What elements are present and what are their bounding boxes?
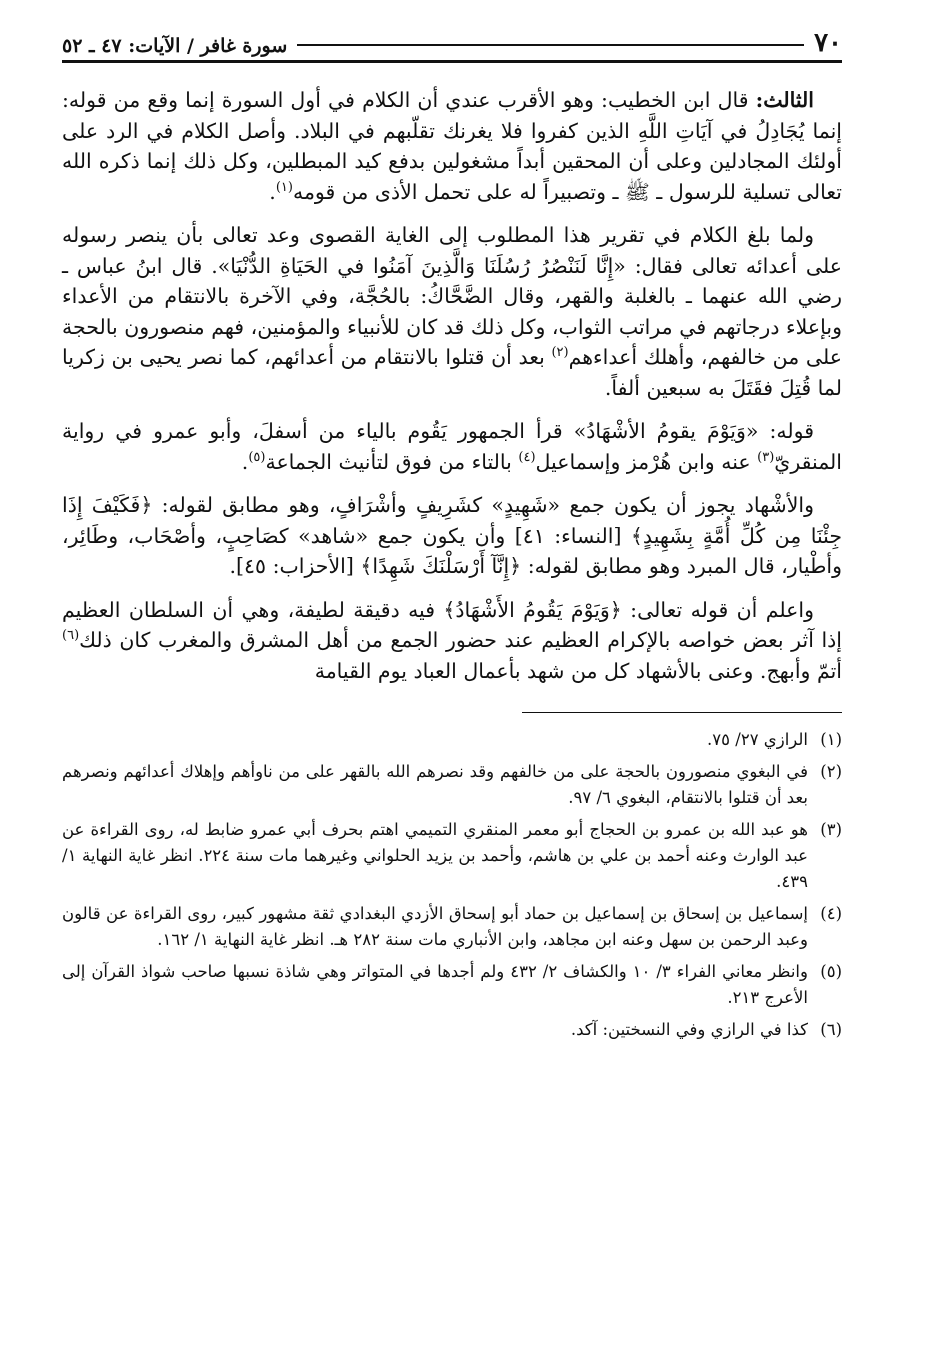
footnote-item (62, 959, 842, 1011)
paragraph-text: قوله: «وَيَوْمَ يقومُ الأشْهَادُ» قرأ الجمهور يَقُوم بالياء من أسفلَ، وأبو عمرو في رواية المنقريّ (62, 419, 842, 474)
paragraph-3 (62, 416, 842, 477)
footnote-number: (٣) (820, 820, 842, 839)
footnote-number: (٤) (820, 904, 842, 923)
footnote-text: الرازي ٢٧/ ٧٥. (707, 730, 808, 749)
paragraph-text: عنه وابن هُرْمز وإسماعيل (535, 449, 758, 474)
footnote-marker: (٥) (248, 449, 266, 465)
paragraph-text: . (241, 449, 249, 474)
paragraph-text: واعلم أن قوله تعالى: ﴿وَيَوْمَ يَقُومُ الأَشْهَادُ﴾ فيه دقيقة لطيفة، وهي أن السلطان العظيم إذا آثر بعض خواصه بالإكرام العظيم عند حضور الجمع من أهل المشرق والمغرب كان ذلك (62, 597, 842, 652)
paragraph-text: ولما بلغ الكلام في تقرير هذا المطلوب إلى الغاية القصوى وعد تعالى بأن ينصر رسوله على أعدائه تعالى فقال: «إِنَّا لَنَنْصُرُ رُسُلَنَا وَالَّذِينَ آمَنُوا في الحَيَاةِ الدُّنْيَا». قال ابنُ عباس ـ رضي الله عنهما ـ بالغلبة والقهر، وقال الضَّحَّاكُ: بالحُجَّة، وفي الآخرة بالانتقام من الأعداء وبإعلاء درجاتهم في مراتب الثواب، وكل ذلك قد كان للأنبياء والمؤمنين، فهم منصورون بالحجة على من خالفهم، وأهلك أعداءهم (62, 223, 843, 369)
footnote-text: في البغوي منصورون بالحجة على من خالفهم وقد نصرهم الله بالقهر على من ناوأهم وإهلاك أعدائهم ونصرهم بعد أن قتلوا بالانتقام، البغوي ٦/ ٩٧. (62, 762, 808, 807)
footnote-number: (١) (820, 730, 842, 749)
footnote-item (62, 727, 842, 753)
footnote-marker: (٦) (62, 628, 80, 644)
paragraph-1 (62, 85, 842, 207)
footnote-item (62, 817, 842, 895)
footnote-text: وانظر معاني الفراء ٣/ ١٠ والكشاف ٢/ ٤٣٢ ولم أجدها في المتواتر وهي شاذة نسبها صاحب شواذ القرآن إلى الأعرج ٢١٣. (62, 962, 808, 1007)
paragraph-text: أتمّ وأبهج. وعنى بالأشهاد كل من شهد بأعمال العباد يوم القيامة (314, 658, 842, 683)
running-title: سورة غافر / الآيات: ٤٧ ـ ٥٢ (62, 35, 288, 57)
paragraph-text: بالتاء من فوق لتأنيث الجماعة (265, 449, 519, 474)
footnote-marker: (٢) (551, 345, 569, 361)
page-number: ٧٠ (814, 28, 842, 58)
paragraph-text: . (269, 179, 276, 204)
footnote-marker: (٣) (757, 449, 775, 465)
paragraph-text: قال ابن الخطيب: وهو الأقرب عندي أن الكلام في أول السورة إنما وقع من قوله: إنما يُجَادِلُ في آيَاتِ اللَّهِ الذين كفروا فلا يغرنك تقلّبهم في البلاد. وأصل الكلام في الرد على أولئك المجادلين وعلى أن المحقين أبداً مشغولين بدفع كيد المبطلين، وكل ذلك إنما ذكره الله تعالى تسلية للرسول ـ ﷺ ـ وتصبيراً له على تحمل الأذى من قومه (62, 88, 842, 204)
footnote-text: إسماعيل بن إسحاق بن إسماعيل بن حماد أبو إسحاق الأزدي البغدادي ثقة مشهور كبير، روى القراءة عن قالون وعبد الرحمن بن سهل وعنه ابن مجاهد، وابن الأنباري مات سنة ٢٨٢ هـ. انظر غاية النهاية ١/ ١٦٢. (62, 904, 808, 949)
footnote-number: (٦) (820, 1020, 842, 1039)
footnote-item (62, 1017, 842, 1043)
paragraph-text: والأشْهاد يجوز أن يكون جمع «شَهِيدٍ» كشَرِيفٍ وأشْرَافٍ، وهو مطابق لقوله: ﴿فَكَيْفَ إِذَا جِئْنَا مِن كُلِّ أُمَّةٍ بِشَهِيدٍ﴾ [النساء: ٤١] وأن يكون جمع «شاهد» كصَاحِبٍ، وأصْحَاب، وطَائِر، وأطْيار، قال المبرد وهو مطابق لقوله: ﴿إِنَّآ أَرْسَلْنَكَ شَهِدًا﴾ [الأحزاب: ٤٥]. (62, 493, 842, 578)
page-header (62, 20, 842, 63)
footnote-item (62, 759, 842, 811)
paragraph-5 (62, 595, 842, 687)
footnote-marker: (١) (275, 179, 293, 195)
footnote-text: هو عبد الله بن عمرو بن الحجاج أبو معمر المنقري التميمي اهتم بحرف أبي عمرو ضابط له، روى القراءة عن عبد الوارث وعنه أحمد بن علي بن هاشم، وأحمد بن يزيد الحلواني وغيرهما مات سنة ٢٢٤. انظر غاية النهاية ١/ ٤٣٩. (62, 820, 808, 891)
footnotes (62, 727, 842, 1043)
main-text (62, 85, 842, 686)
book-page (62, 20, 842, 1049)
header-rule (297, 44, 804, 46)
paragraph-lead: الثالث: (755, 88, 814, 112)
footnote-text: كذا في الرازي وفي النسختين: آكد. (570, 1020, 808, 1039)
footnote-number: (٢) (820, 762, 842, 781)
footnote-marker: (٤) (518, 449, 536, 465)
paragraph-2 (62, 220, 842, 403)
paragraph-4 (62, 490, 842, 582)
footnote-number: (٥) (820, 962, 842, 981)
footnote-divider (522, 712, 842, 713)
paragraph-text: بعد أن قتلوا بالانتقام من أعدائهم، كما نصر يحيى بن زكريا لما قُتِلَ فقَتَلَ به سبعين ألفاً. (62, 345, 842, 400)
footnote-item (62, 901, 842, 953)
